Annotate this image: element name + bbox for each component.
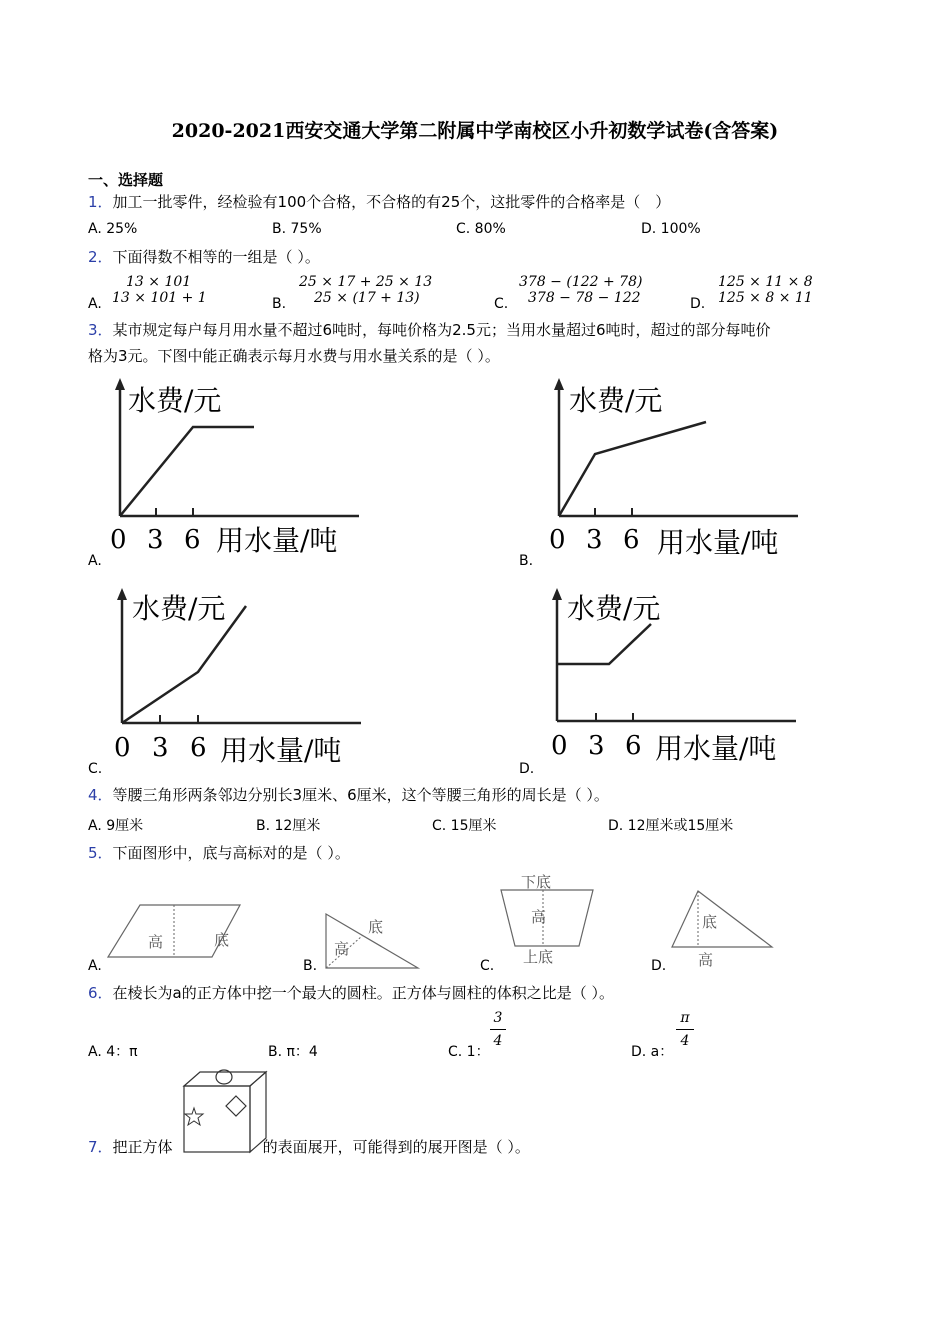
- q6-option-d: D. a：: [631, 1044, 674, 1060]
- q5-label-b: B.: [303, 958, 318, 974]
- fraction-d: [676, 1010, 694, 1049]
- q4-option-b: B. 12厘米: [256, 818, 321, 834]
- graph-b: [543, 378, 823, 563]
- tick-label: 6: [190, 733, 207, 763]
- height-label: 高: [334, 940, 350, 958]
- tick-label: 0: [549, 525, 566, 555]
- x-axis-label: 用水量/吨: [216, 524, 338, 557]
- q3-label-d: D.: [519, 761, 535, 777]
- price-line: [557, 624, 651, 664]
- denominator: 4: [493, 1033, 503, 1049]
- q4-option-d: D. 12厘米或15厘米: [608, 818, 734, 834]
- question-2: [88, 244, 320, 270]
- question-number: 1．: [88, 193, 113, 211]
- x-axis-label: 用水量/吨: [657, 526, 779, 559]
- fraction-bar: [676, 1029, 694, 1030]
- question-number: 3．: [88, 321, 113, 339]
- denominator: 4: [680, 1033, 690, 1049]
- q2-label-a: A.: [88, 296, 102, 312]
- q3-label-a: A.: [88, 553, 102, 569]
- q2-label-c: C.: [494, 296, 509, 312]
- q3-label-b: B.: [519, 553, 534, 569]
- tick-label: 3: [152, 733, 169, 763]
- question-5: [88, 840, 350, 866]
- tick-label: 6: [623, 525, 640, 555]
- q1-option-a: A. 25%: [88, 221, 138, 237]
- lower-base-label: 下底: [521, 873, 552, 891]
- tick-label: 6: [625, 731, 642, 761]
- price-line: [559, 422, 706, 516]
- expr-line: 378 − 78 − 122: [528, 290, 641, 306]
- y-axis-label: 水费/元: [567, 592, 661, 625]
- question-number: 4．: [88, 786, 113, 804]
- q2-expr-c: [512, 274, 642, 306]
- star-icon: [185, 1108, 203, 1125]
- upper-base-label: 上底: [523, 948, 554, 966]
- q5-label-d: D.: [651, 958, 667, 974]
- expr-line: 25 × (17 + 13): [314, 290, 420, 306]
- question-text: 加工一批零件，经检验有100个合格，不合格的有25个，这批零件的合格率是（ ）: [112, 193, 671, 211]
- question-text: 下面得数不相等的一组是（ ）。: [112, 248, 320, 266]
- question-7: [88, 1134, 530, 1160]
- q1-option-d: D. 100%: [641, 221, 701, 237]
- section-heading: 一、选择题: [88, 171, 164, 189]
- shape-b-triangle: [318, 908, 428, 973]
- q5-label-a: A.: [88, 958, 102, 974]
- y-axis-label: 水费/元: [569, 384, 663, 417]
- cube-side-face: [250, 1072, 266, 1152]
- question-text-line-1: 某市规定每户每月用水量不超过6吨时，每吨价格为2.5元；当用水量超过6吨时，超过的部分每吨价: [112, 321, 771, 339]
- expr-line: 125 × 11 × 8: [718, 274, 813, 290]
- trapezoid: [501, 890, 593, 946]
- expr-line: 13 × 101: [126, 274, 192, 290]
- tick-label: 3: [588, 731, 605, 761]
- question-text: 在棱长为a的正方体中挖一个最大的圆柱。正方体与圆柱的体积之比是（ ）。: [112, 984, 615, 1002]
- q5-label-c: C.: [480, 958, 495, 974]
- question-number: 7．: [88, 1138, 113, 1156]
- tick-label: 3: [147, 525, 164, 555]
- shape-c-trapezoid: [495, 868, 605, 968]
- question-number: 5．: [88, 844, 113, 862]
- x-axis-label: 用水量/吨: [655, 732, 777, 765]
- question-number: 6．: [88, 984, 113, 1002]
- graph-a: [104, 378, 384, 563]
- q1-option-b: B. 75%: [272, 221, 322, 237]
- fraction-c: [490, 1010, 506, 1049]
- question-text-part-2: 的表面展开，可能得到的展开图是（ ）。: [262, 1138, 530, 1156]
- triangle: [672, 891, 772, 947]
- question-text: 等腰三角形两条邻边分别长3厘米、6厘米，这个等腰三角形的周长是（ ）。: [112, 786, 609, 804]
- q1-option-c: C. 80%: [456, 221, 506, 237]
- question-text-part-1: 把正方体: [112, 1138, 173, 1156]
- q2-label-d: D.: [690, 296, 706, 312]
- tick-label: 3: [586, 525, 603, 555]
- expr-line: 25 × 17 + 25 × 13: [299, 274, 433, 290]
- shape-a-parallelogram: [100, 895, 250, 965]
- q2-label-b: B.: [272, 296, 287, 312]
- x-axis-label: 用水量/吨: [220, 734, 342, 767]
- fraction-bar: [490, 1029, 506, 1030]
- expr-line: 378 − (122 + 78): [519, 274, 643, 290]
- graph-c: [106, 588, 386, 773]
- base-label: 底: [214, 931, 230, 949]
- q4-option-c: C. 15厘米: [432, 818, 497, 834]
- q2-expr-a: [104, 274, 207, 306]
- question-6: [88, 980, 614, 1006]
- q6-option-a: A. 4：π: [88, 1044, 138, 1060]
- numerator: π: [680, 1010, 690, 1026]
- height-label: 高: [698, 951, 714, 969]
- cube-figure: [180, 1066, 270, 1158]
- q6-option-c: C. 1：: [448, 1044, 490, 1060]
- q2-expr-d: [708, 274, 813, 306]
- cube-front-face: [184, 1086, 250, 1152]
- height-label: 高: [148, 933, 164, 951]
- q6-option-b: B. π：4: [268, 1044, 318, 1060]
- numerator: 3: [493, 1010, 503, 1026]
- question-4: [88, 782, 609, 808]
- graph-d: [541, 588, 821, 773]
- diamond-icon: [226, 1096, 246, 1116]
- expr-line: 125 × 8 × 11: [718, 290, 813, 306]
- q3-label-c: C.: [88, 761, 103, 777]
- y-axis-label: 水费/元: [132, 592, 226, 625]
- tick-label: 0: [551, 731, 568, 761]
- question-text-line-2: 格为3元。下图中能正确表示每月水费与用水量关系的是（ ）。: [88, 347, 500, 365]
- question-number: 2．: [88, 248, 113, 266]
- q2-expr-b: [294, 274, 432, 306]
- height-label: 高: [531, 908, 547, 926]
- shape-d-triangle: [668, 885, 778, 970]
- question-3: [88, 317, 878, 369]
- question-1: [88, 189, 670, 215]
- question-text: 下面图形中，底与高标对的是（ ）。: [112, 844, 350, 862]
- q4-option-a: A. 9厘米: [88, 818, 144, 834]
- tick-label: 0: [110, 525, 127, 555]
- base-label: 底: [702, 913, 718, 931]
- base-label: 底: [368, 918, 384, 936]
- expr-line: 13 × 101 + 1: [112, 290, 207, 306]
- y-axis-label: 水费/元: [128, 384, 222, 417]
- page-title: 2020-2021西安交通大学第二附属中学南校区小升初数学试卷(含答案): [171, 120, 779, 142]
- tick-label: 6: [184, 525, 201, 555]
- price-line: [120, 427, 254, 516]
- tick-label: 0: [114, 733, 131, 763]
